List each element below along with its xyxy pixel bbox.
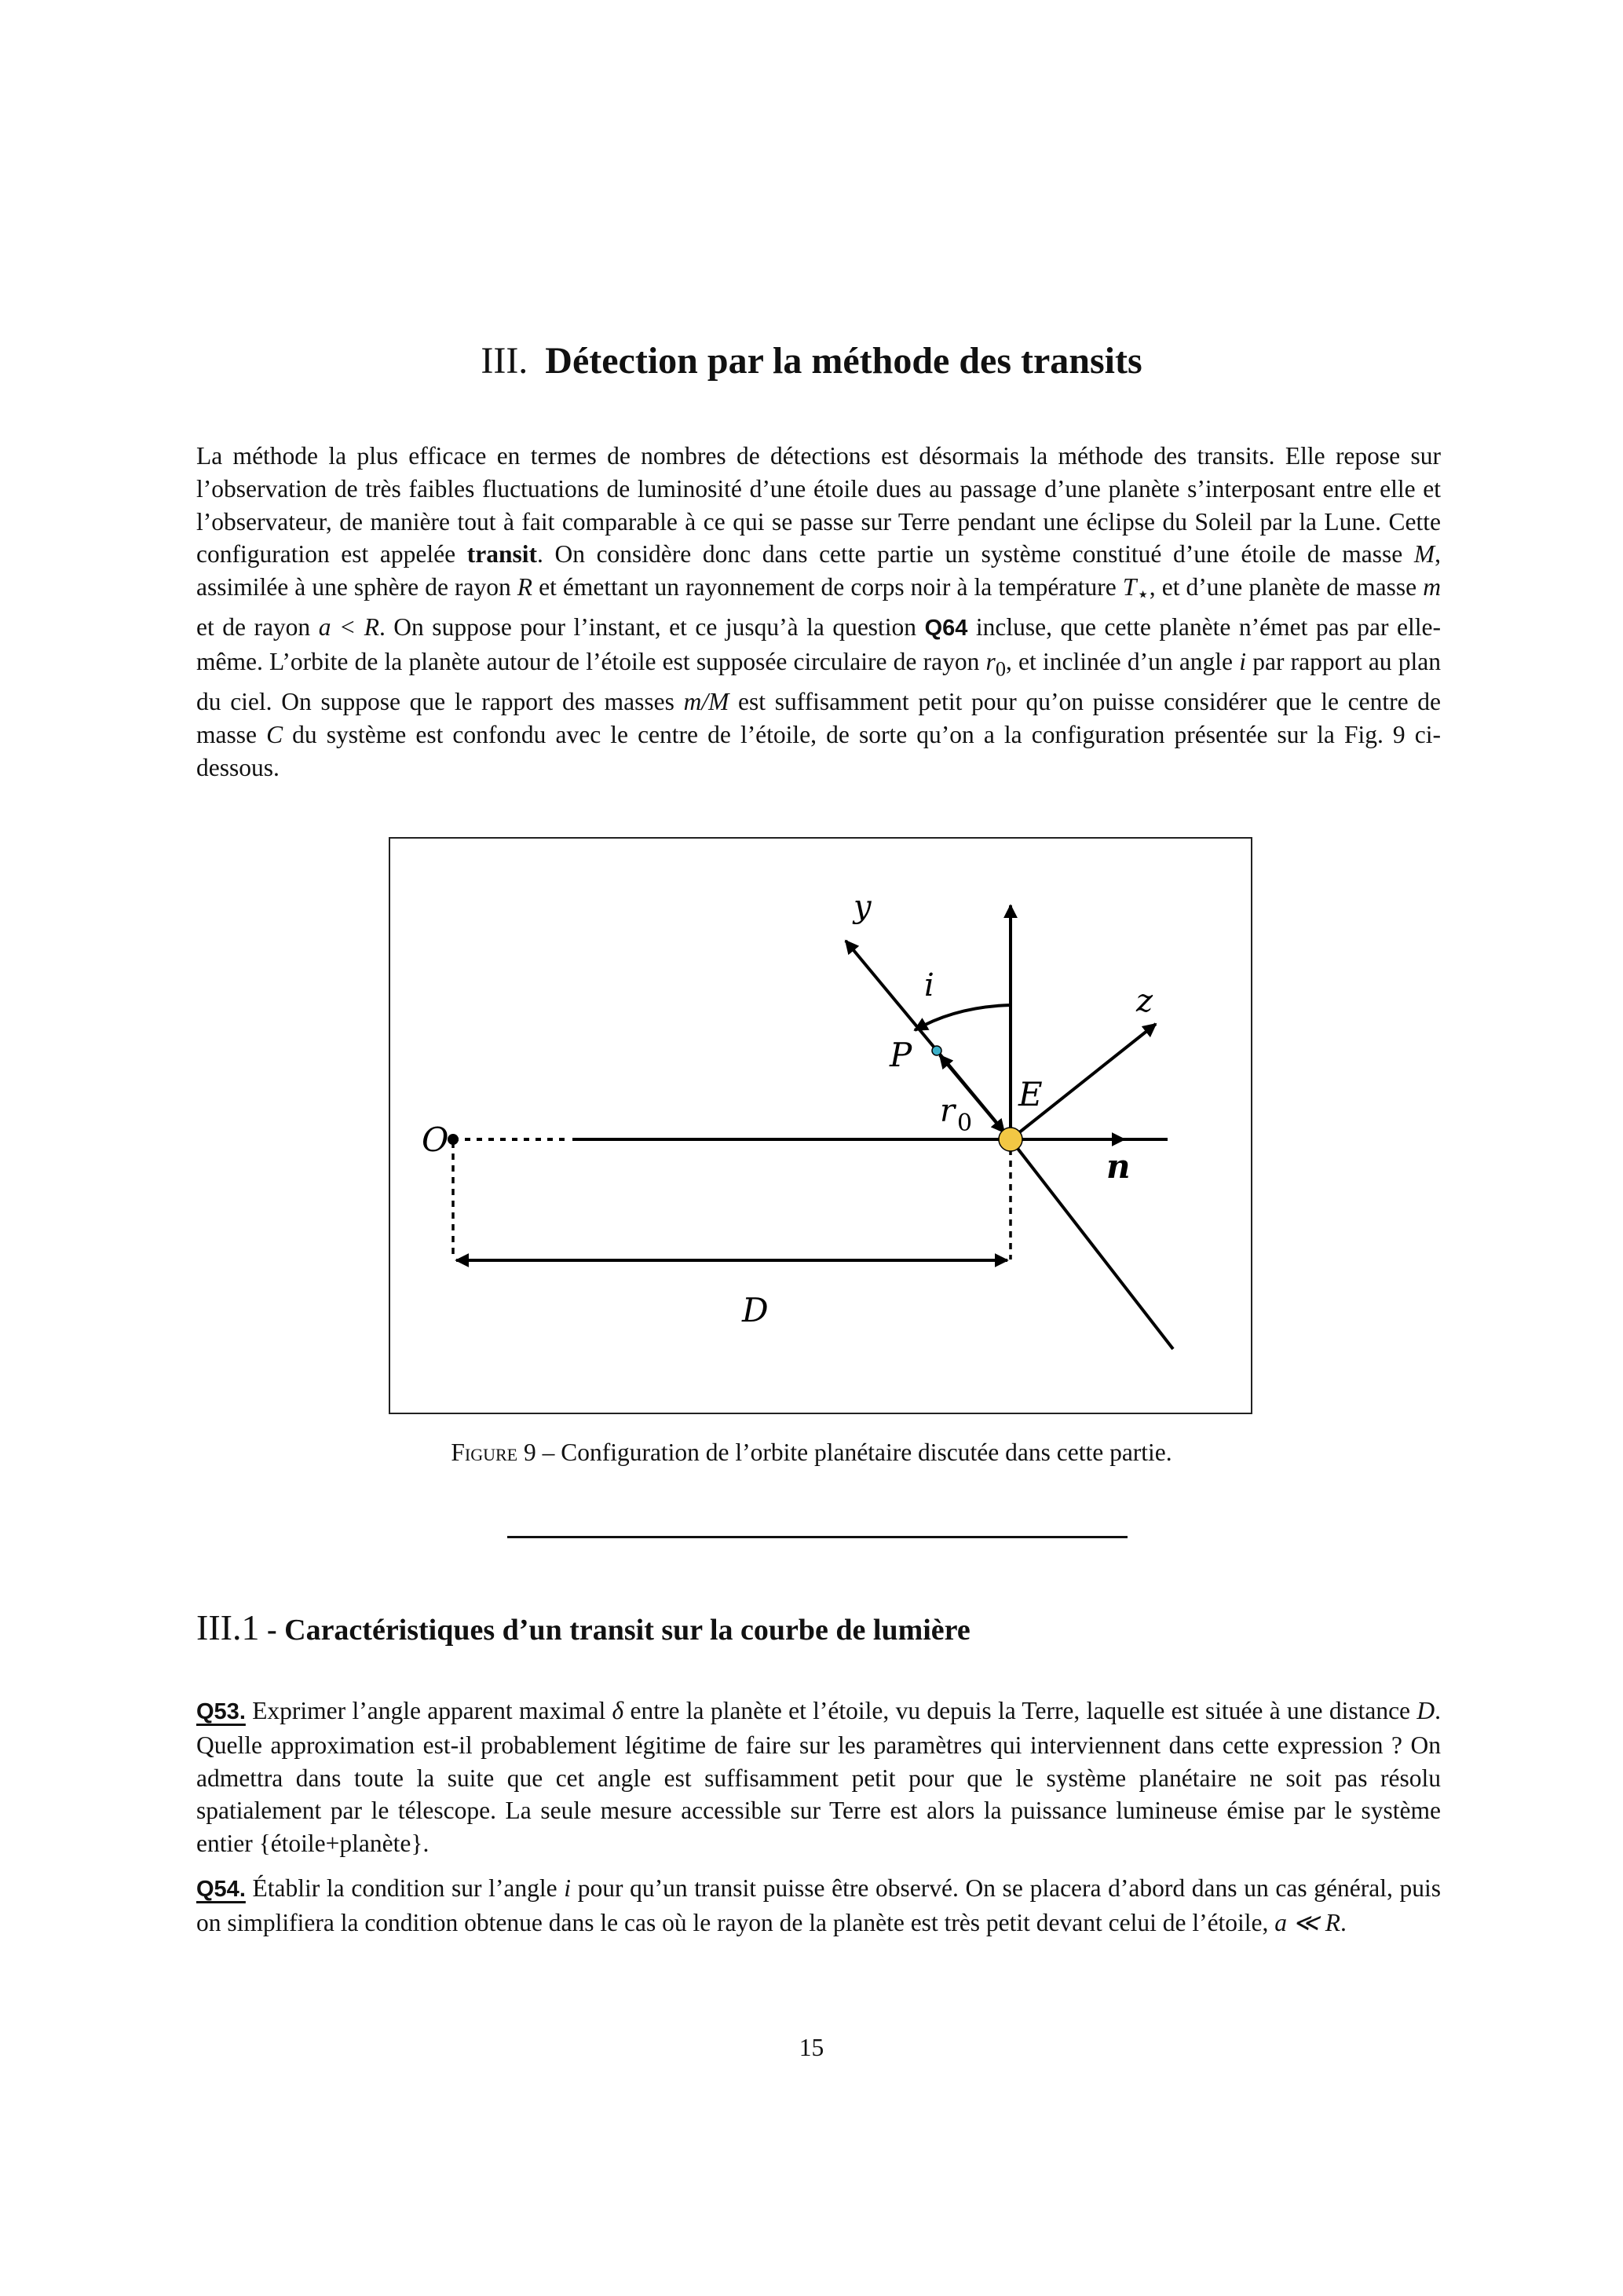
subsection-number: III.1: [196, 1607, 260, 1647]
label-n: n: [1106, 1147, 1131, 1186]
intro-text: et de rayon: [196, 613, 319, 642]
intro-text: , et d’une planète de masse: [1149, 573, 1424, 601]
intro-text: du système est confondu avec le centre de l’étoile, de sorte qu’on a la configuration présentée sur la Fig. 9 ci-dessous.: [196, 720, 1441, 781]
question-text: .: [1340, 1908, 1347, 1936]
question-label: Q54.: [196, 1877, 246, 1902]
label-D: D: [742, 1291, 769, 1329]
expr-a-ll-R: a ≪ R: [1274, 1908, 1340, 1936]
expr-m-over-M: m/M: [683, 688, 729, 716]
question-text: . Quelle approximation est-il probablement légitime de faire sur les paramètres qui interviennent dans cette expression ? On admettra dans toute la suite que cet angle est suffisamment petit pour que le système planétaire ne soit pas résolu spatialement par le télescope. La seule mesure accessible sur Terre est alors la puissance lumineuse émise par le système entier {étoile+planète}.: [196, 1697, 1441, 1858]
var-T: T: [1122, 573, 1137, 601]
intro-text: est suffisamment petit pour qu’on puisse considérer que le centre de masse: [196, 688, 1442, 748]
intro-text: . On suppose pour l’instant, et ce jusqu’à la question: [378, 613, 925, 642]
var-T-sub: ⋆: [1136, 583, 1150, 606]
question-text: Établir la condition sur l’angle: [245, 1874, 565, 1902]
subsection-heading: [196, 1607, 971, 1648]
label-E: E: [1018, 1075, 1043, 1113]
star-icon: [999, 1128, 1022, 1151]
intro-text: et émettant un rayonnement de corps noir à la température: [532, 573, 1123, 601]
label-z: z: [1136, 983, 1153, 1019]
expr-a-lt-R: a < R: [318, 613, 379, 642]
label-O: O: [422, 1121, 449, 1159]
var-M: M: [1413, 540, 1435, 569]
intro-text: incluse, que cette planète n’émet pas par elle-même. L’orbite de la planète autour de l’étoile est supposée circulaire de rayon: [196, 613, 1441, 676]
question-text: pour qu’un transit puisse être observé. On se placera d’abord dans un cas général, puis on simplifiera la condition obtenue dans le cas où le rayon de la planète est très petit devant celui de l’étoile,: [196, 1874, 1442, 1936]
var-i: i: [564, 1874, 572, 1902]
intro-text: . On considère donc dans cette partie un système constitué d’une étoile de masse: [536, 540, 1414, 569]
var-i: i: [1239, 648, 1247, 676]
section-heading: [0, 339, 1623, 382]
orbit-diagram: [390, 839, 1254, 1416]
section-number: III.: [481, 340, 528, 382]
question-q54: [196, 1872, 1441, 1940]
label-y: y: [854, 889, 872, 925]
planet-icon: [932, 1046, 941, 1055]
label-r-sub: 0: [957, 1110, 973, 1137]
var-R: R: [517, 573, 533, 601]
var-r-sub: 0: [995, 657, 1006, 681]
question-q53: [196, 1695, 1441, 1860]
separator-rule: [507, 1536, 1128, 1538]
var-C: C: [266, 720, 283, 748]
observer-point: [448, 1134, 459, 1145]
intro-text: , assimilée à une sphère de rayon: [196, 540, 1441, 601]
section-title: Détection par la méthode des transits: [545, 340, 1142, 382]
orbit-plane-line: [1011, 1139, 1173, 1349]
figure-caption: [0, 1439, 1623, 1467]
angle-i-arc: [915, 1005, 1011, 1030]
question-text: entre la planète et l’étoile, vu depuis la Terre, laquelle est située à une distance: [623, 1697, 1417, 1724]
label-i: i: [924, 967, 934, 1004]
caption-prefix: Figure 9: [451, 1439, 536, 1466]
var-r: r: [985, 648, 996, 676]
question-text: Exprimer l’angle apparent maximal: [245, 1697, 612, 1724]
question-ref-q64: Q64: [924, 616, 968, 642]
term-transit: transit: [466, 540, 537, 569]
var-D: D: [1416, 1697, 1435, 1724]
figure-9-diagram: [389, 837, 1252, 1414]
var-delta: δ: [612, 1697, 624, 1724]
intro-text: La méthode la plus efficace en termes de nombres de détections est désormais la méthode des transits. Elle repose sur l’observation de très faibles fluctuations de luminosité d’une étoile dues au passage d’une planète s’interposant entre elle et l’observateur, de manière tout à fait comparable à ce qui se passe sur Terre pendant une éclipse du Soleil par la Lune. Cette configuration est appelée: [196, 442, 1441, 569]
intro-paragraph: [196, 440, 1441, 784]
page-number: 15: [799, 2034, 824, 2061]
intro-text: par rapport au plan du ciel. On suppose que le rapport des masses: [196, 648, 1442, 716]
var-m: m: [1423, 573, 1441, 601]
subsection-title: - Caractéristiques d’un transit sur la courbe de lumière: [259, 1614, 971, 1647]
label-r: r: [940, 1093, 956, 1129]
label-P: P: [890, 1036, 912, 1074]
question-label: Q53.: [196, 1699, 246, 1724]
caption-text: – Configuration de l’orbite planétaire discutée dans cette partie.: [536, 1439, 1172, 1466]
intro-text: , et inclinée d’un angle: [1005, 648, 1240, 676]
